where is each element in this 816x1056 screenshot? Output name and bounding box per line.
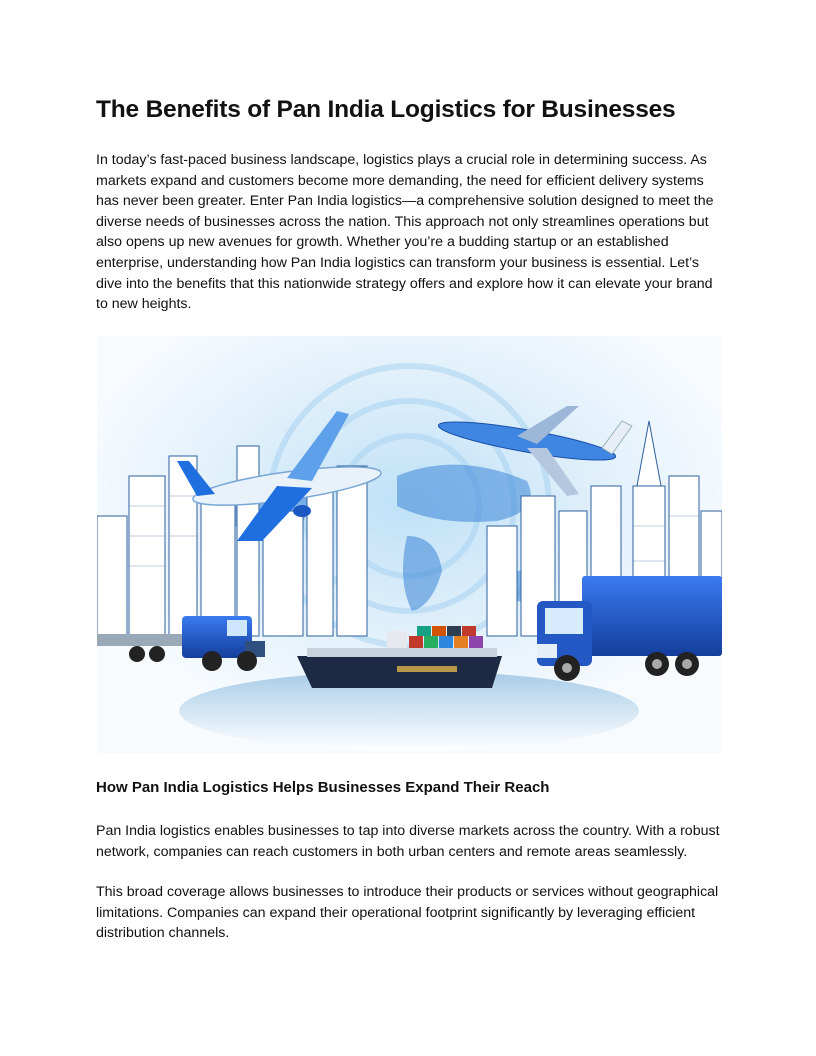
section-heading-expand-reach: How Pan India Logistics Helps Businesses Expand Their Reach	[96, 779, 550, 796]
article-title: The Benefits of Pan India Logistics for Businesses	[96, 96, 676, 123]
logistics-illustration-graphic	[97, 336, 722, 753]
intro-paragraph: In today’s fast-paced business landscape, logistics plays a crucial role in determining success. As markets expand and customers become more demanding, the need for efficient delivery systems has never been greater. Enter Pan India logistics—a comprehensive solution designed to meet the diverse needs of businesses across the nation. This approach not only streamlines operations but also opens up new avenues for growth. Whether you’re a budding startup or an established enterprise, understanding how Pan India logistics can transform your business is essential. Let’s dive into the benefits that this nationwide strategy offers and explore how it can elevate your brand to new heights.	[96, 152, 714, 313]
section-paragraph-1: Pan India logistics enables businesses to tap into diverse markets across the country. With a robust network, companies can reach customers in both urban centers and remote areas seamlessly.	[96, 823, 720, 860]
section-paragraph-2: This broad coverage allows businesses to introduce their products or services without geographical limitations. Companies can expand their operational footprint significantly by leveraging efficient distribution channels.	[96, 884, 719, 942]
logistics-illustration	[97, 336, 722, 753]
